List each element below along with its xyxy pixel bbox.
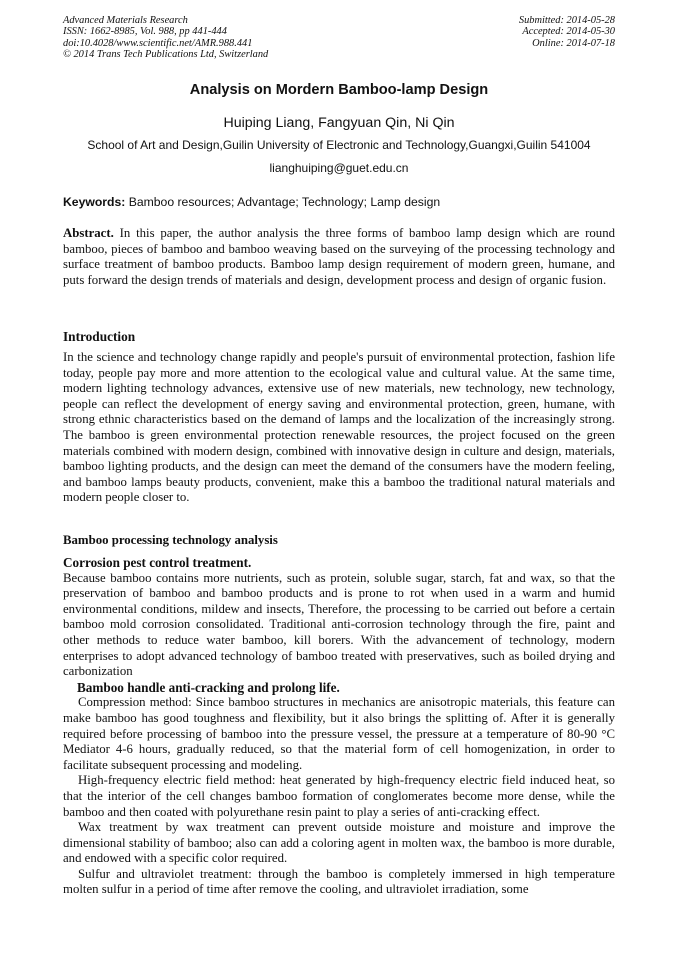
accepted-date: Accepted: 2014-05-30 [522,26,615,38]
introduction-heading: Introduction [63,329,136,344]
abstract-label: Abstract. [63,226,114,240]
doi: doi:10.4028/www.scientific.net/AMR.988.441 [63,37,253,49]
affiliation: School of Art and Design,Guilin University of Electronic and Technology,Guangxi,Guilin 541004 [87,138,591,152]
email: lianghuiping@guet.edu.cn [269,161,409,175]
keywords [63,195,615,209]
processing-heading: Bamboo processing technology analysis [63,533,278,547]
paragraph-wax: Wax treatment by wax treatment can prevent outside moisture and moisture and improve the dimensional stability of bamboo; also can add a coloring agent in molten wax, the bamboo is more durable, and endowed with a specific color required. [63,820,615,866]
abstract [63,226,615,288]
keywords-label: Keywords: [63,195,126,209]
paragraph-corrosion: Because bamboo contains more nutrients, such as protein, soluble sugar, starch, fat and wax, so that the preservation of bamboo and bamboo products and is prone to rot when used in a warm and humid environmental conditions, mildew and insects, Therefore, the processing to be carried out before a certain bamboo mold corrosion consolidated. Traditional anti-corrosion technology through the fire, paint and other methods to reduce water bamboo, kill borers. With the advancement of technology, modern enterprises to adopt advanced technology of bamboo treated with preservatives, such as boiled drying and carbonization [63,570,615,679]
subheading-corrosion: Corrosion pest control treatment. [63,555,252,570]
paragraph-high-frequency: High-frequency electric field method: heat generated by high-frequency electric field induced heat, so that the interior of the cell changes bamboo formation of conglomerates become more dense, while the bamboo and then coated with polyurethane resin paint to play a series of anti-cracking effect. [63,773,615,819]
introduction-paragraph: In the science and technology change rapidly and people's pursuit of environmental protection, fashion life today, people pay more and more attention to the ecological value and cultural value. At the same time, modern lighting technology advances, extensive use of new materials, new technology, new technology, people can reflect the development of energy saving and environmental protection, green, humane, with strong ethnic characteristics based on the demand of lamps and the localization of the increasingly strong. The bamboo is green environmental protection renewable resources, the project focused on the green materials combined with modern design, combined with innovative design in culture and design, materials, bamboo lighting products, and the design can meet the demand of the consumers have the modern feeling, and bamboo lamps beauty products, convenient, make this a bamboo the traditional natural materials and modern people closer to. [63,350,615,505]
journal-name: Advanced Materials Research [63,15,188,26]
issn: ISSN: 1662-8985, Vol. 988, pp 441-444 [63,26,227,38]
paper-title: Analysis on Mordern Bamboo-lamp Design [189,82,489,98]
paragraph-sulfur: Sulfur and ultraviolet treatment: through the bamboo is completely immersed in high temperature molten sulfur in a period of time after remove the cooling, and ultraviolet irradiation, some [63,866,615,897]
paragraph-compression: Compression method: Since bamboo structures in mechanics are anisotropic materials, this feature can make bamboo has good toughness and flexibility, but it also brings the splitting of. After it is generally required before processing of bamboo into the pressure vessel, the pressure at a temperature of 80-90 °C Mediator 4-6 hours, gradually reduced, so that the material form of cell homogenization, in order to facilitate subsequent processing and modeling. [63,695,615,772]
journal-info [63,15,268,61]
publication-dates [519,15,615,49]
authors: Huiping Liang, Fangyuan Qin, Ni Qin [223,115,455,131]
processing-section [63,555,615,898]
introduction-section [63,350,615,506]
subheading-anti-cracking: Bamboo handle anti-cracking and prolong life. [77,679,340,695]
abstract-text: In this paper, the author analysis the three forms of bamboo lamp design which are round bamboo, pieces of bamboo and bamboo weaving based on the surveying of the processing technology and surface treatment of bamboo products. Bamboo lamp design requirement of modern green, humane, and puts forward the design trends of materials and design, development process and design of organic fusion. [63,226,615,287]
copyright: © 2014 Trans Tech Publications Ltd, Switzerland [63,49,269,61]
online-date: Online: 2014-07-18 [532,37,615,49]
keywords-text: Bamboo resources; Advantage; Technology; Lamp design [125,195,441,209]
submitted-date: Submitted: 2014-05-28 [518,15,615,26]
